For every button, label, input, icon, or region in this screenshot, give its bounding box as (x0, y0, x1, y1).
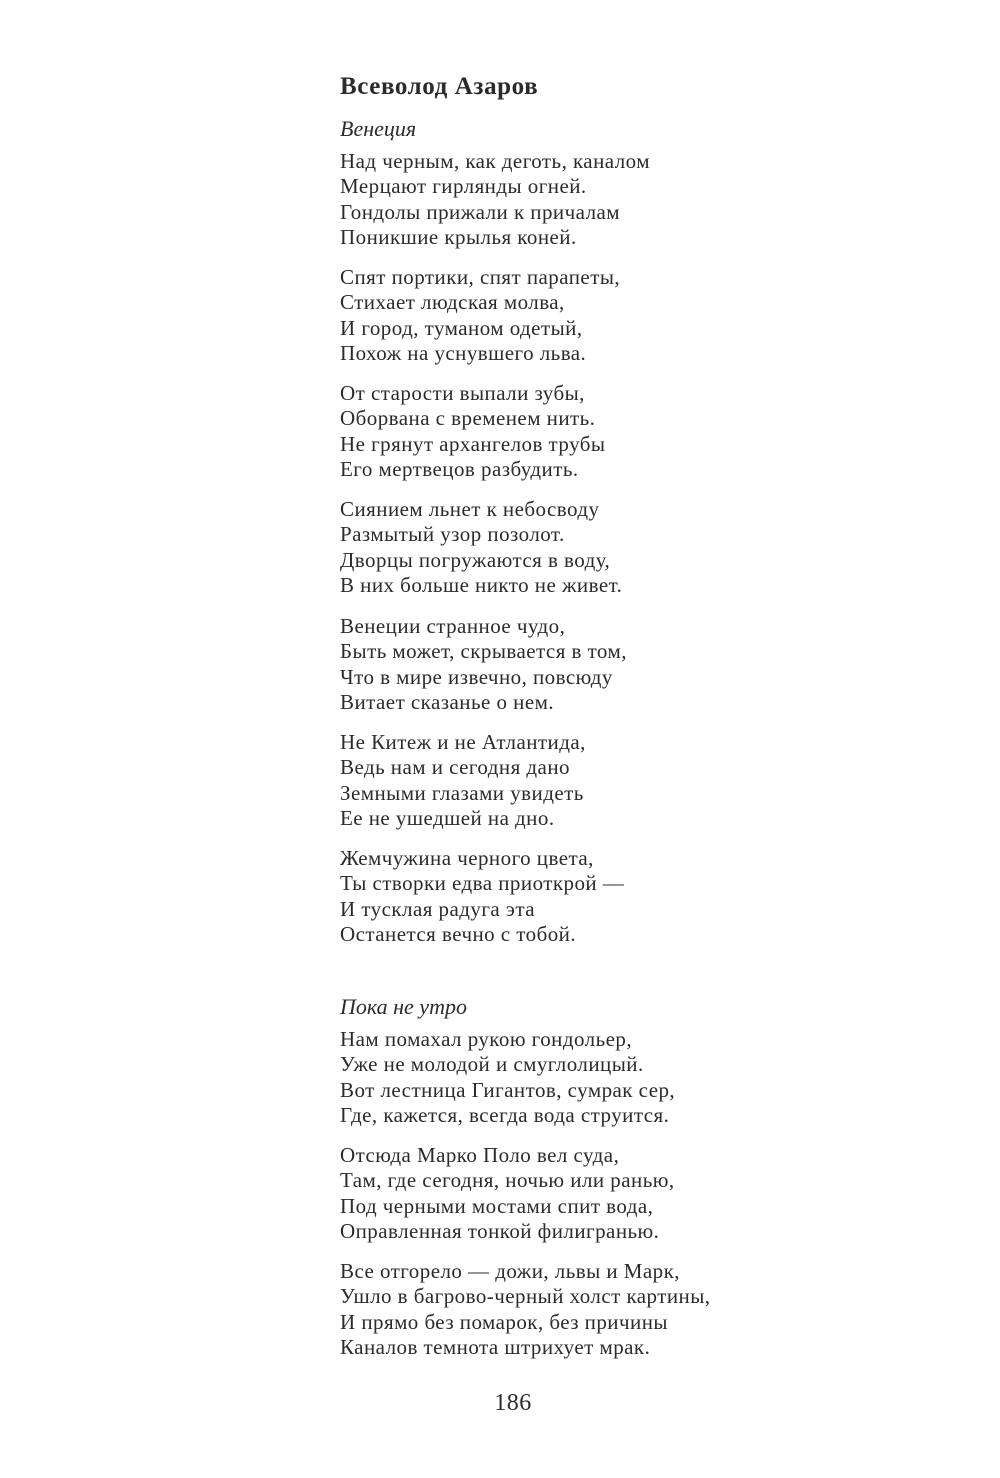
poem-line: Витает сказанье о нем. (340, 689, 555, 714)
poem-line: Все отгорело — дожи, львы и Марк, (340, 1259, 680, 1283)
poem-line: Где, кажется, всегда вода струится. (340, 1102, 670, 1127)
poem-1-stanza-7 (340, 846, 624, 947)
poem-line: Гондолы прижали к причалам (340, 199, 621, 224)
poem-line: Нам помахал рукою гондольер, (340, 1027, 633, 1051)
poem-line: Там, где сегодня, ночью или ранью, (340, 1168, 675, 1193)
poem-line: И тусклая радуга эта (340, 896, 536, 921)
poem-1-stanza-1 (340, 149, 650, 250)
poem-1-stanza-2 (340, 265, 620, 366)
poem-line: Оправленная тонкой филигранью. (340, 1218, 660, 1243)
poem-line: Быть может, скрывается в том, (340, 639, 627, 664)
poem-line: Ты створки едва приоткрой — (340, 871, 625, 896)
poem-line: Земными глазами увидеть (340, 780, 584, 805)
poem-2-stanza-3 (340, 1259, 710, 1360)
poem-line: Венеции странное чудо, (340, 614, 566, 638)
poem-line: Вот лестница Гигантов, сумрак сер, (340, 1077, 676, 1102)
poem-line: Жемчужина черного цвета, (340, 846, 594, 870)
poem-title-venice: Венеция (340, 116, 417, 141)
author-name: Всеволод Азаров (340, 73, 539, 100)
poem-line: И прямо без помарок, без причины (340, 1309, 668, 1334)
poem-line: Уже не молодой и смуглолицый. (340, 1052, 644, 1077)
poem-line: В них больше никто не живет. (340, 572, 623, 597)
poem-line: Ушло в багрово-черный холст картины, (340, 1284, 711, 1309)
poem-line: От старости выпали зубы, (340, 381, 585, 405)
poem-line: Ее не ушедшей на дно. (340, 805, 555, 830)
poem-line: Оборвана с временем нить. (340, 406, 596, 431)
poem-1-stanza-5 (340, 614, 627, 715)
poem-line: Дворцы погружаются в воду, (340, 547, 611, 572)
poem-line: Над черным, как деготь, каналом (340, 149, 650, 173)
poem-line: Спят портики, спят парапеты, (340, 265, 621, 289)
poem-line: Его мертвецов разбудить. (340, 456, 579, 481)
poem-line: Мерцают гирлянды огней. (340, 174, 587, 199)
poem-line: Что в мире извечно, повсюду (340, 664, 613, 689)
poem-line: Похож на уснувшего льва. (340, 340, 587, 365)
poem-line: Не грянут архангелов трубы (340, 431, 606, 456)
poem-title-until-morning: Пока не утро (340, 994, 467, 1019)
poem-1-stanza-4 (340, 497, 622, 598)
poem-1-stanza-3 (340, 381, 605, 482)
poem-line: Размытый узор позолот. (340, 522, 565, 547)
poem-line: Каналов темнота штрихует мрак. (340, 1334, 651, 1359)
poem-line: Стихает людская молва, (340, 290, 565, 315)
poem-line: Отсюда Марко Поло вел суда, (340, 1143, 620, 1167)
poem-line: Поникшие крылья коней. (340, 224, 577, 249)
poem-line: Ведь нам и сегодня дано (340, 755, 570, 780)
poem-line: Под черными мостами спит вода, (340, 1193, 654, 1218)
poem-line: Не Китеж и не Атлантида, (340, 730, 586, 754)
poem-line: Останется вечно с тобой. (340, 921, 577, 946)
poem-2-stanza-2 (340, 1143, 675, 1244)
poem-line: И город, туманом одетый, (340, 315, 583, 340)
poem-1-stanza-6 (340, 730, 586, 831)
poem-2-stanza-1 (340, 1027, 675, 1128)
poem-line: Сиянием льнет к небосводу (340, 497, 600, 521)
page-number: 186 (494, 1390, 532, 1416)
